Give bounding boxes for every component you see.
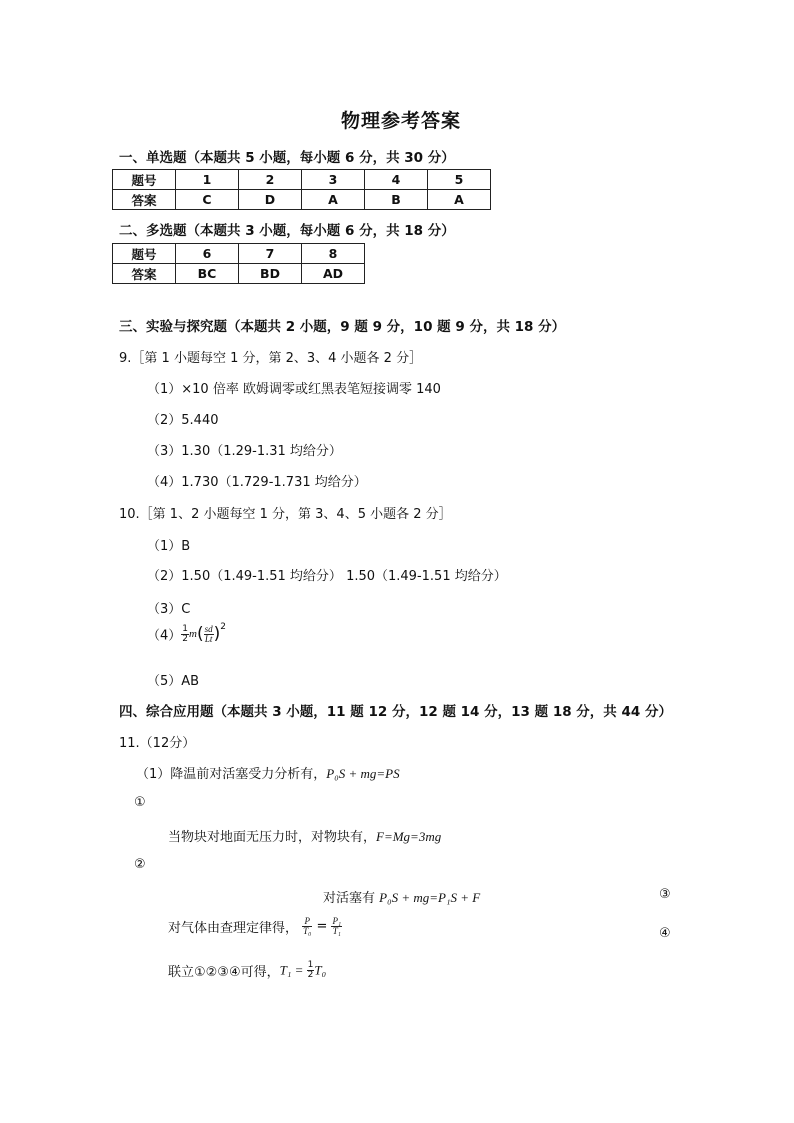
question-9-item-3: （3）1.30（1.29-1.31 均给分） <box>147 444 342 459</box>
multi-choice-answer-table <box>112 243 365 284</box>
step-2-text: 当物块对地面无压力时，对物块有， <box>168 830 377 845</box>
fraction-numerator: 1 <box>307 960 314 970</box>
question-number: 7 <box>239 244 302 264</box>
row-label-number: 题号 <box>113 170 176 190</box>
step-5-text: 联立①②③④可得， <box>168 965 280 980</box>
fraction-denominator: T₁ <box>332 926 341 936</box>
fraction-denominator: 2 <box>307 970 314 980</box>
row-label-answer: 答案 <box>113 264 176 284</box>
step-2-formula: F=Mg=3mg <box>376 829 442 844</box>
pressure-ratio-left <box>302 917 312 936</box>
answer-cell: B <box>365 190 428 210</box>
answer-cell: A <box>302 190 365 210</box>
question-10-item-5: （5）AB <box>147 674 200 689</box>
section-heading-experiment: 三、实验与探究题（本题共 2 小题，9 题 9 分，10 题 9 分，共 18 分） <box>119 319 566 335</box>
question-9-header: 9.［第 1 小题每空 1 分，第 2、3、4 小题各 2 分］ <box>119 351 423 366</box>
exponent: 2 <box>220 622 226 632</box>
step-1-formula: P₀S + mg=PS <box>326 766 400 781</box>
table-row <box>113 170 491 190</box>
q11-step-4 <box>168 917 342 936</box>
fraction-numerator: sd <box>204 623 213 634</box>
table-row <box>113 244 365 264</box>
step-1-text: （1）降温前对活塞受力分析有， <box>136 767 327 782</box>
fraction-numerator: P₁ <box>332 916 342 926</box>
row-label-number: 题号 <box>113 244 176 264</box>
velocity-fraction <box>204 625 214 644</box>
answer-cell: BC <box>176 264 239 284</box>
answer-cell: D <box>239 190 302 210</box>
question-10-header: 10.［第 1、2 小题每空 1 分，第 3、4、5 小题各 2 分］ <box>119 507 452 522</box>
section-heading-multi-choice: 二、多选题（本题共 3 小题，每小题 6 分，共 18 分） <box>119 223 455 239</box>
equation-mark-4: ④ <box>659 926 671 941</box>
row-label-answer: 答案 <box>113 190 176 210</box>
question-number: 3 <box>302 170 365 190</box>
question-number: 4 <box>365 170 428 190</box>
single-choice-answer-table <box>112 169 491 210</box>
fraction-numerator: 1 <box>182 623 189 634</box>
fraction-numerator: P <box>304 916 310 926</box>
step-5-lhs: T₁ = <box>279 962 307 978</box>
left-paren: ( <box>196 624 204 644</box>
equation-mark-3: ③ <box>659 887 671 902</box>
section-heading-comprehensive: 四、综合应用题（本题共 3 小题，11 题 12 分，12 题 14 分，13 题 18 分，共 44 分） <box>119 704 672 720</box>
step-5-rhs: T₀ <box>314 962 327 978</box>
coefficient-fraction <box>181 625 189 644</box>
question-10-item-1: （1）B <box>147 539 191 554</box>
question-10-item-2: （2）1.50（1.49-1.51 均给分） 1.50（1.49-1.51 均给分） <box>147 569 507 584</box>
question-number: 1 <box>176 170 239 190</box>
question-9-item-2: （2）5.440 <box>147 413 219 428</box>
q11-step-1 <box>136 763 400 782</box>
question-10-item-3: （3）C <box>147 602 191 617</box>
question-10-item-4 <box>147 624 226 644</box>
question-number: 6 <box>176 244 239 264</box>
answer-cell: A <box>428 190 491 210</box>
question-number: 2 <box>239 170 302 190</box>
fraction-denominator: T₀ <box>303 926 312 936</box>
question-9-item-4: （4）1.730（1.729-1.731 均给分） <box>147 475 367 490</box>
step-3-formula: P₀S + mg=P₁S + F <box>379 890 481 905</box>
answer-cell: AD <box>302 264 365 284</box>
page-title: 物理参考答案 <box>341 110 462 132</box>
q11-step-5 <box>168 961 326 980</box>
q11-step-2 <box>168 826 441 845</box>
pressure-ratio-right <box>331 917 342 936</box>
equation-mark-1: ① <box>134 795 146 810</box>
question-9-item-1: （1）×10 倍率 欧姆调零或红黑表笔短接调零 140 <box>147 382 441 397</box>
right-paren: ) <box>213 624 221 644</box>
equals-sign: = <box>316 919 328 934</box>
step-4-text: 对气体由查理定律得， <box>168 921 299 936</box>
step-3-text: 对活塞有 <box>323 891 380 906</box>
question-number: 8 <box>302 244 365 264</box>
question-11-header: 11.（12分） <box>119 736 196 751</box>
equation-mark-2: ② <box>134 857 146 872</box>
section-heading-single-choice: 一、单选题（本题共 5 小题，每小题 6 分，共 30 分） <box>119 150 455 166</box>
fraction-denominator: Lt <box>204 633 213 644</box>
table-row <box>113 264 365 284</box>
table-row <box>113 190 491 210</box>
answer-cell: C <box>176 190 239 210</box>
item-4-label: （4） <box>147 628 182 644</box>
fraction-denominator: 2 <box>182 633 189 644</box>
mass-symbol: m <box>189 628 197 640</box>
q11-step-3 <box>323 887 480 906</box>
answer-cell: BD <box>239 264 302 284</box>
question-number: 5 <box>428 170 491 190</box>
